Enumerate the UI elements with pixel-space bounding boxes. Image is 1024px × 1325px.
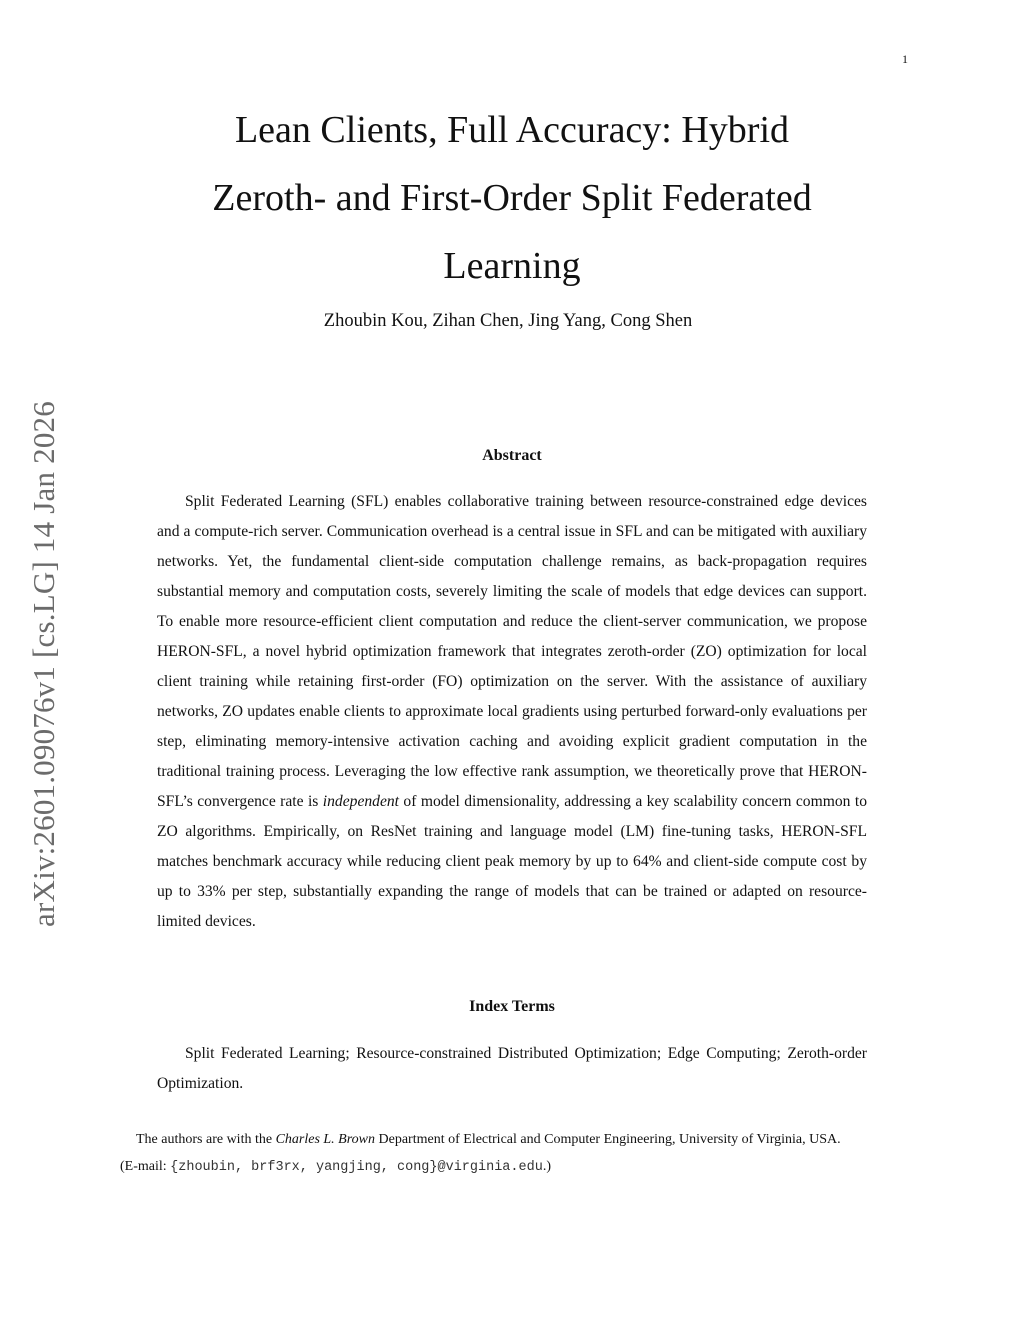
footnote-text: .) (542, 1159, 551, 1174)
author-emails: {zhoubin, brf3rx, yangjing, cong}@virginia.edu (170, 1160, 543, 1175)
footnote-email-line (120, 1153, 910, 1181)
title-line: Lean Clients, Full Accuracy: Hybrid (234, 109, 790, 151)
title-line: Learning (443, 245, 581, 287)
page-number: 1 (902, 52, 908, 66)
abstract-body (157, 487, 867, 937)
author-affiliation-footnote (120, 1126, 910, 1181)
abstract-heading: Abstract (482, 447, 542, 464)
abstract-text-part: of model dimensionality, addressing a key scalability concern common to ZO algorithms. Empirically, on ResNet training and language model (LM) fine-tuning tasks, HERON-SFL matches benchmark accuracy while reducing client peak memory by up to 64% and client-side compute cost by up to 33% per step, substantially expanding the range of models that can be trained or adapted on resource-limited devices. (157, 793, 868, 930)
index-terms-heading: Index Terms (469, 998, 555, 1015)
author-list: Zhoubin Kou, Zihan Chen, Jing Yang, Cong Shen (323, 311, 693, 331)
abstract-text-part: Split Federated Learning (SFL) enables collaborative training between resource-constrained edge devices and a compute-rich server. Communication overhead is a central issue in SFL and can be mitigated with auxiliary networks. Yet, the fundamental client-side computation challenge remains, as back-propagation requires substantial memory and computation costs, severely limiting the scale of models that edge devices can support. To enable more resource-efficient client computation and reduce the client-server communication, we propose HERON-SFL, a novel hybrid optimization framework that integrates zeroth-order (ZO) optimization for local client training while retaining first-order (FO) optimization on the server. With the assistance of auxiliary networks, ZO updates enable clients to approximate local gradients using perturbed forward-only evaluations per step, eliminating memory-intensive activation caching and avoiding explicit gradient computation in the traditional training process. Leveraging the low effective rank assumption, we theoretically prove that HERON-SFL’s convergence rate is (157, 493, 867, 810)
footnote-affiliation-line (120, 1126, 910, 1153)
title-line: Zeroth- and First-Order Split Federated (212, 177, 812, 219)
paper-title (150, 96, 874, 300)
index-terms-body: Split Federated Learning; Resource-constrained Distributed Optimization; Edge Computing; Zeroth-order Optimization. (157, 1045, 867, 1092)
footnote-text: The authors are with the (136, 1132, 276, 1147)
footnote-text: Department of Electrical and Computer Engineering, University of Virginia, USA. (375, 1132, 841, 1147)
footnote-emphasis: Charles L. Brown (275, 1132, 376, 1147)
abstract-emphasis: independent (322, 793, 400, 810)
arxiv-identifier-stamp: arXiv:2601.09076v1 [cs.LG] 14 Jan 2026 (26, 401, 61, 927)
footnote-text: (E-mail: (120, 1159, 171, 1174)
